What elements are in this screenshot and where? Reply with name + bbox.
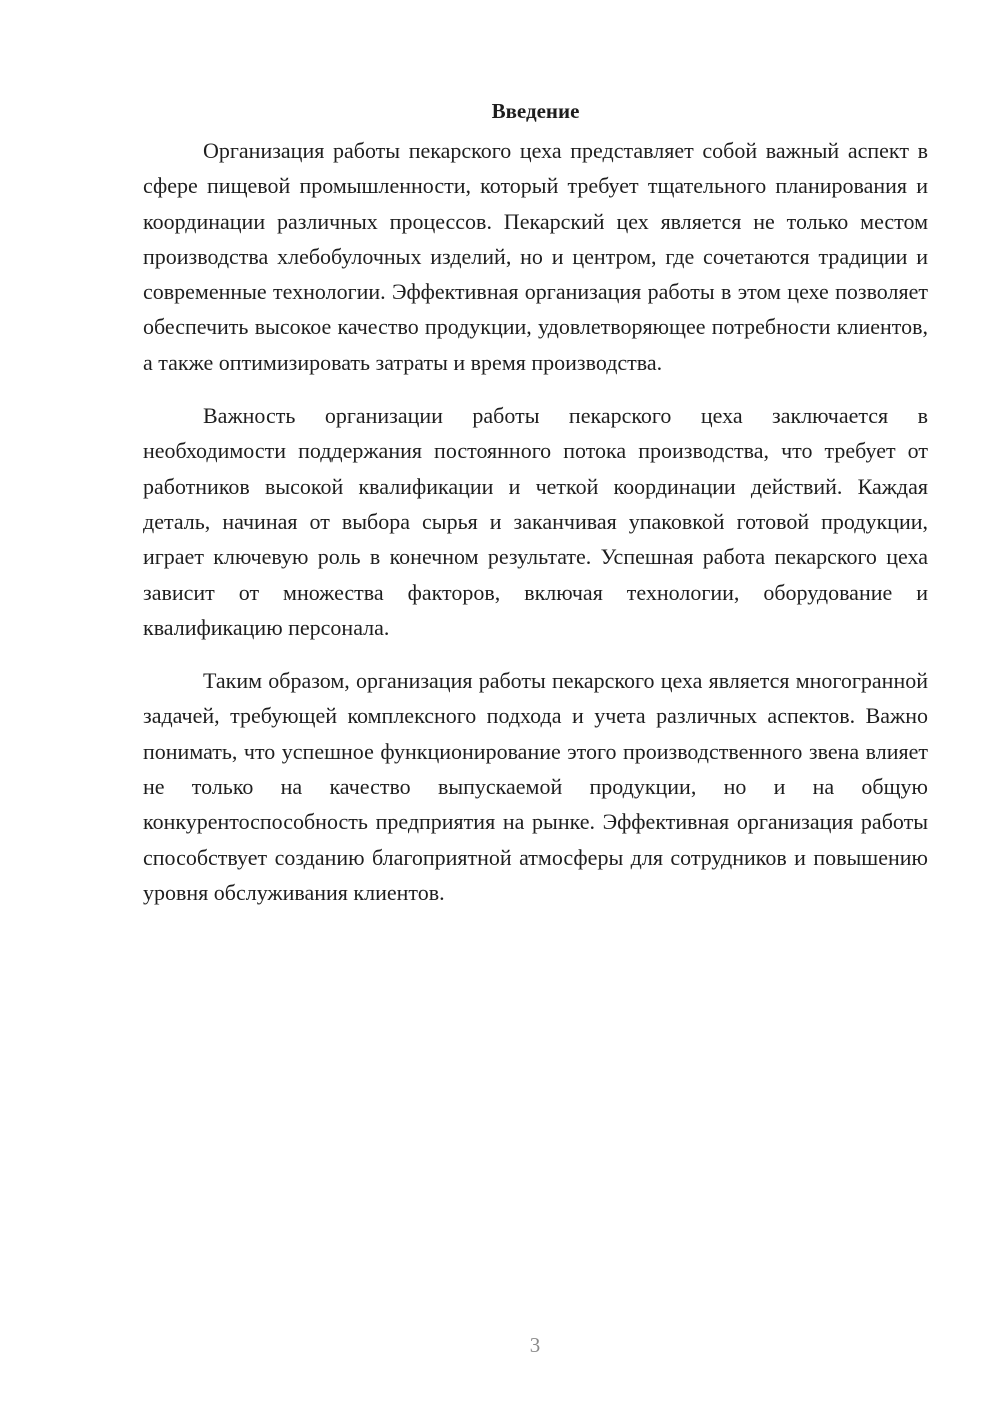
paragraph: Важность организации работы пекарского цеха заключается в необходимости поддержания постоянного потока производства, что требует от работников высокой квалификации и четкой координации действий. Каждая деталь, начиная от выбора сырья и заканчивая упаковкой готовой продукции, играет ключевую роль в конечном результате. Успешная работа пекарского цеха зависит от множества факторов, включая технологии, оборудование и квалификацию персонала. <box>143 403 928 640</box>
section-heading: Введение <box>491 99 580 123</box>
paragraph: Таким образом, организация работы пекарского цеха является многогранной задачей, требующей комплексного подхода и учета различных аспектов. Важно понимать, что успешное функционирование этого производственного звена влияет не только на качество выпускаемой продукции, но и на общую конкурентоспособность предприятия на рынке. Эффективная организация работы способствует созданию благоприятной атмосферы для сотрудников и повышению уровня обслуживания клиентов. <box>143 668 928 905</box>
page-number: 3 <box>529 1333 541 1357</box>
paragraph: Организация работы пекарского цеха представляет собой важный аспект в сфере пищевой промышленности, который требует тщательного планирования и координации различных процессов. Пекарский цех является не только местом производства хлебобулочных изделий, но и центром, где сочетаются традиции и современные технологии. Эффективная организация работы в этом цехе позволяет обеспечить высокое качество продукции, удовлетворяющее потребности клиентов, а также оптимизировать затраты и время производства. <box>143 138 928 375</box>
page-content <box>143 97 928 910</box>
